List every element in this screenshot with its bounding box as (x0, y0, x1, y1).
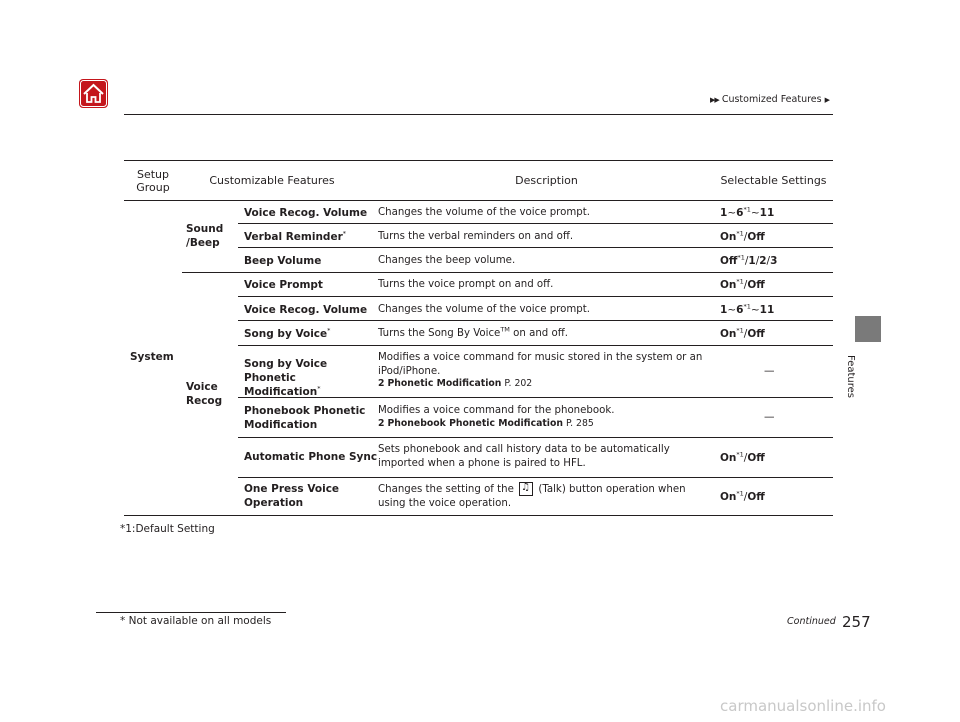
feature-description: Turns the voice prompt on and off. (378, 279, 554, 290)
xref-arrow-icon: 2 (378, 417, 385, 429)
feature-description: Changes the setting of the ♫ (Talk) button operation when using the voice operation. (378, 482, 714, 510)
breadcrumb-label: Customized Features (721, 94, 822, 105)
feature-name: Voice Recog. Volume (244, 304, 368, 316)
col-customizable-features: Customizable Features (209, 174, 335, 187)
breadcrumb-arrow-icon: ▶ (824, 96, 829, 104)
row-divider (238, 477, 833, 478)
header-rule (124, 114, 833, 115)
feature-description: Modifies a voice command for music stored in the system or an iPod/iPhone. 2 Phonetic Modification P. 202 (378, 351, 708, 390)
feature-setting: 1~6$^{*1}$~11 (720, 205, 775, 219)
col-description: Description (515, 174, 578, 187)
row-divider (182, 272, 833, 273)
feature-name: Verbal Reminder* (244, 229, 346, 243)
feature-description: Modifies a voice command for the phonebook. 2 Phonebook Phonetic Modification P. 285 (378, 404, 708, 430)
feature-description: Turns the Song By Voice™ on and off. (378, 325, 568, 339)
table-header (124, 160, 833, 201)
subgroup-label: Voice Recog (186, 381, 223, 407)
row-divider (238, 320, 833, 321)
footnote-rule (96, 612, 286, 613)
feature-name: Song by Voice Phonetic Modification* (244, 358, 328, 398)
feature-name: Song by Voice* (244, 326, 331, 340)
table-bottom-rule (124, 515, 833, 516)
feature-setting: — (764, 411, 775, 423)
talk-button-icon (519, 482, 533, 496)
footnote: * Not available on all models (120, 615, 272, 627)
cross-reference-link[interactable]: 2 Phonebook Phonetic Modification P. 285 (378, 417, 594, 429)
feature-name: Automatic Phone Sync (244, 451, 378, 463)
row-divider (238, 296, 833, 297)
row-divider (238, 437, 833, 438)
feature-setting: 1~6$^{*1}$~11 (720, 302, 775, 316)
row-divider (238, 223, 833, 224)
feature-name: Beep Volume (244, 255, 322, 267)
feature-setting: On$^{*1}$/Off (720, 229, 765, 243)
watermark: carmanualsonline.info (720, 697, 886, 715)
feature-name: Voice Prompt (244, 279, 323, 291)
row-divider (238, 345, 833, 346)
subgroup-label: Sound /Beep (186, 223, 224, 249)
xref-arrow-icon: 2 (378, 378, 385, 389)
feature-setting: On$^{*1}$/Off (720, 277, 765, 291)
group-label: System (130, 351, 174, 363)
section-label: Features (845, 355, 856, 398)
section-tab[interactable] (855, 316, 881, 342)
feature-setting: On$^{*1}$/Off (720, 326, 765, 340)
feature-description: Changes the volume of the voice prompt. (378, 207, 590, 218)
breadcrumb-arrow-icon: ▶▶ (710, 96, 719, 104)
breadcrumb[interactable] (710, 94, 829, 105)
col-selectable-settings: Selectable Settings (720, 174, 827, 187)
col-setup-group: Setup Group (136, 167, 170, 194)
feature-setting: Off$^{*1}$/1/2/3 (720, 253, 778, 267)
default-setting-note: *1:Default Setting (120, 523, 215, 535)
feature-description: Changes the volume of the voice prompt. (378, 304, 590, 315)
continued-label: Continued (787, 616, 836, 627)
feature-setting: On$^{*1}$/Off (720, 450, 765, 464)
row-divider (238, 247, 833, 248)
page-number: 257 (842, 613, 871, 631)
feature-setting: — (764, 365, 775, 377)
cross-reference-link[interactable]: 2 Phonetic Modification P. 202 (378, 378, 533, 389)
feature-name: One Press Voice Operation (244, 483, 340, 509)
home-icon[interactable] (79, 79, 108, 108)
feature-name: Voice Recog. Volume (244, 207, 368, 219)
feature-description: Turns the verbal reminders on and off. (378, 231, 574, 242)
feature-setting: On$^{*1}$/Off (720, 489, 765, 503)
feature-description: Sets phonebook and call history data to be automatically imported when a phone is paired to HFL. (378, 444, 670, 469)
feature-description: Changes the beep volume. (378, 255, 516, 266)
feature-name: Phonebook Phonetic Modification (244, 405, 366, 431)
